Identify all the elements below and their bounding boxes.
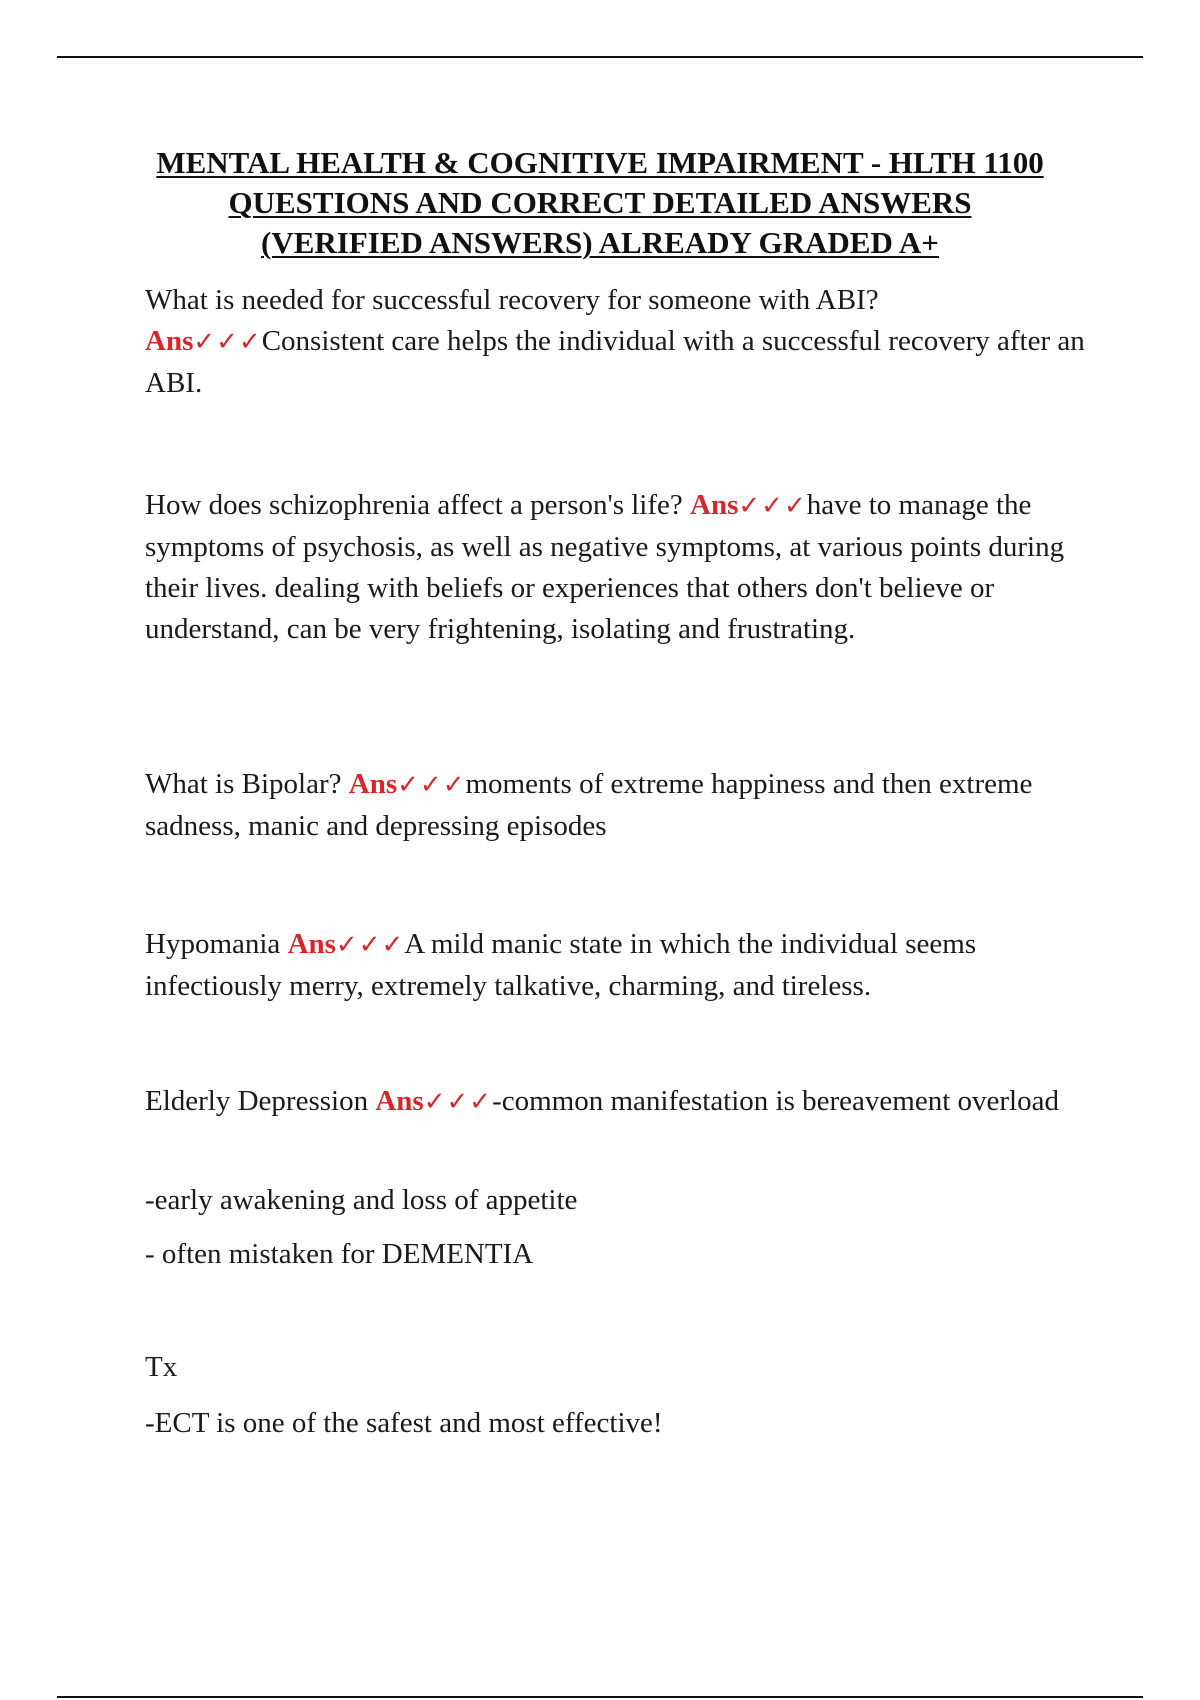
- qa-item-1: [145, 280, 1090, 404]
- ans-label: Ans: [287, 928, 336, 960]
- title-line-1: MENTAL HEALTH & COGNITIVE IMPAIRMENT - HLTH 1100: [156, 145, 1044, 180]
- answer-text: -common manifestation is bereavement overload: [492, 1085, 1059, 1117]
- ans-label: Ans: [348, 768, 398, 800]
- answer-text: Consistent care helps the individual with a successful recovery after an ABI.: [145, 325, 1085, 399]
- qa-paragraph: [145, 924, 1090, 1007]
- qa-item-5-extra-2: [145, 1234, 1090, 1275]
- tx-line-block: [145, 1403, 1090, 1444]
- qa-item-5-extra-1: [145, 1180, 1090, 1221]
- answer-extra-line: - often mistaken for DEMENTIA: [145, 1238, 534, 1270]
- qa-paragraph: [145, 280, 1090, 404]
- check-marks-icon: ✓✓✓: [335, 930, 405, 960]
- ans-label: Ans: [375, 1085, 424, 1117]
- qa-item-4: [145, 924, 1090, 1007]
- answer-extra-line: -early awakening and loss of appetite: [145, 1184, 578, 1216]
- qa-paragraph: [145, 485, 1090, 650]
- check-marks-icon: ✓✓✓: [397, 770, 466, 800]
- title-line-3: (VERIFIED ANSWERS) ALREADY GRADED A+: [261, 225, 939, 260]
- ans-label: Ans: [690, 489, 739, 521]
- top-rule: [57, 56, 1143, 58]
- document-title: [100, 143, 1100, 263]
- title-line-2: QUESTIONS AND CORRECT DETAILED ANSWERS: [228, 185, 972, 220]
- check-marks-icon: ✓✓✓: [193, 327, 262, 357]
- tx-line: -ECT is one of the safest and most effective!: [145, 1407, 663, 1439]
- tx-heading: [145, 1347, 1090, 1388]
- answer-text: moments of extreme happiness and then extreme sadness, manic and depressing episodes: [145, 768, 1033, 842]
- qa-item-3: [145, 764, 1090, 847]
- question-text: Hypomania: [145, 928, 281, 960]
- ans-label: Ans: [145, 325, 194, 357]
- qa-item-5: [145, 1081, 1090, 1123]
- qa-item-2: [145, 485, 1090, 650]
- bottom-rule: [57, 1696, 1143, 1698]
- tx-label: Tx: [145, 1351, 178, 1383]
- qa-paragraph: [145, 1081, 1090, 1123]
- check-marks-icon: ✓✓✓: [423, 1087, 493, 1117]
- question-text: What is Bipolar?: [145, 768, 342, 800]
- question-text: What is needed for successful recovery for someone with ABI?: [145, 284, 879, 316]
- qa-paragraph: [145, 764, 1090, 847]
- question-text: How does schizophrenia affect a person's life?: [145, 489, 683, 521]
- answer-text: A mild manic state in which the individual seems infectiously merry, extremely talkative, charming, and tireless.: [145, 928, 977, 1002]
- answer-text: have to manage the symptoms of psychosis, as well as negative symptoms, at various points during their lives. dealing with beliefs or experiences that others don't believe or understand, can be very frightening, isolating and frustrating.: [145, 489, 1065, 645]
- question-text: Elderly Depression: [145, 1085, 369, 1117]
- check-marks-icon: ✓✓✓: [738, 491, 807, 521]
